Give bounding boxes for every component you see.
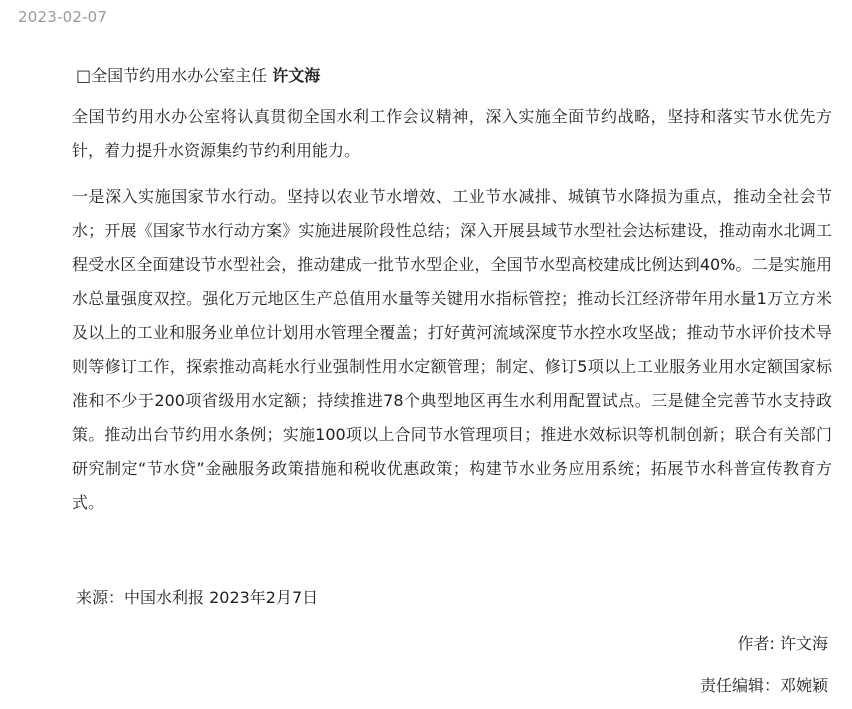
editor-credit: 责任编辑：邓婉颖: [699, 676, 828, 695]
author-credit: 作者: 许文海: [737, 634, 828, 653]
byline-author: 许文海: [272, 66, 321, 85]
source-line: 来源：中国水利报 2023年2月7日: [76, 588, 319, 607]
article-paragraph: 一是深入实施国家节水行动。坚持以农业节水增效、工业节水减排、城镇节水降损为重点，推动全社会节水；开展《国家节水行动方案》实施进展阶段性总结；深入开展县域节水型社会达标建设，推动南水北调工程受水区全面建设节水型社会，推动建成一批节水型企业，全国节水型高校建成比例达到40%。二是实施用水总量强度双控。强化万元地区生产总值用水量等关键用水指标管控；推动长江经济带年用水量1万立方米及以上的工业和服务业单位计划用水管理全覆盖；打好黄河流域深度节水控水攻坚战；推动节水评价技术导则等修订工作，探索推动高耗水行业强制性用水定额管理；制定、修订5项以上工业服务业用水定额国家标准和不少于200项省级用水定额；持续推进78个典型地区再生水利用配置试点。三是健全完善节水支持政策。推动出台节约用水条例；实施100项以上合同节水管理项目；推进水效标识等机制创新；联合有关部门研究制定“节水贷”金融服务政策措施和税收优惠政策；构建节水业务应用系统；拓展节水科普宣传教育方式。: [72, 187, 832, 512]
article-paragraph: 全国节约用水办公室将认真贯彻全国水利工作会议精神，深入实施全面节约战略，坚持和落实节水优先方针，着力提升水资源集约节约利用能力。: [72, 107, 832, 160]
byline: [76, 65, 320, 87]
publish-date: 2023-02-07: [18, 8, 108, 26]
byline-prefix: □全国节约用水办公室主任: [76, 66, 273, 85]
